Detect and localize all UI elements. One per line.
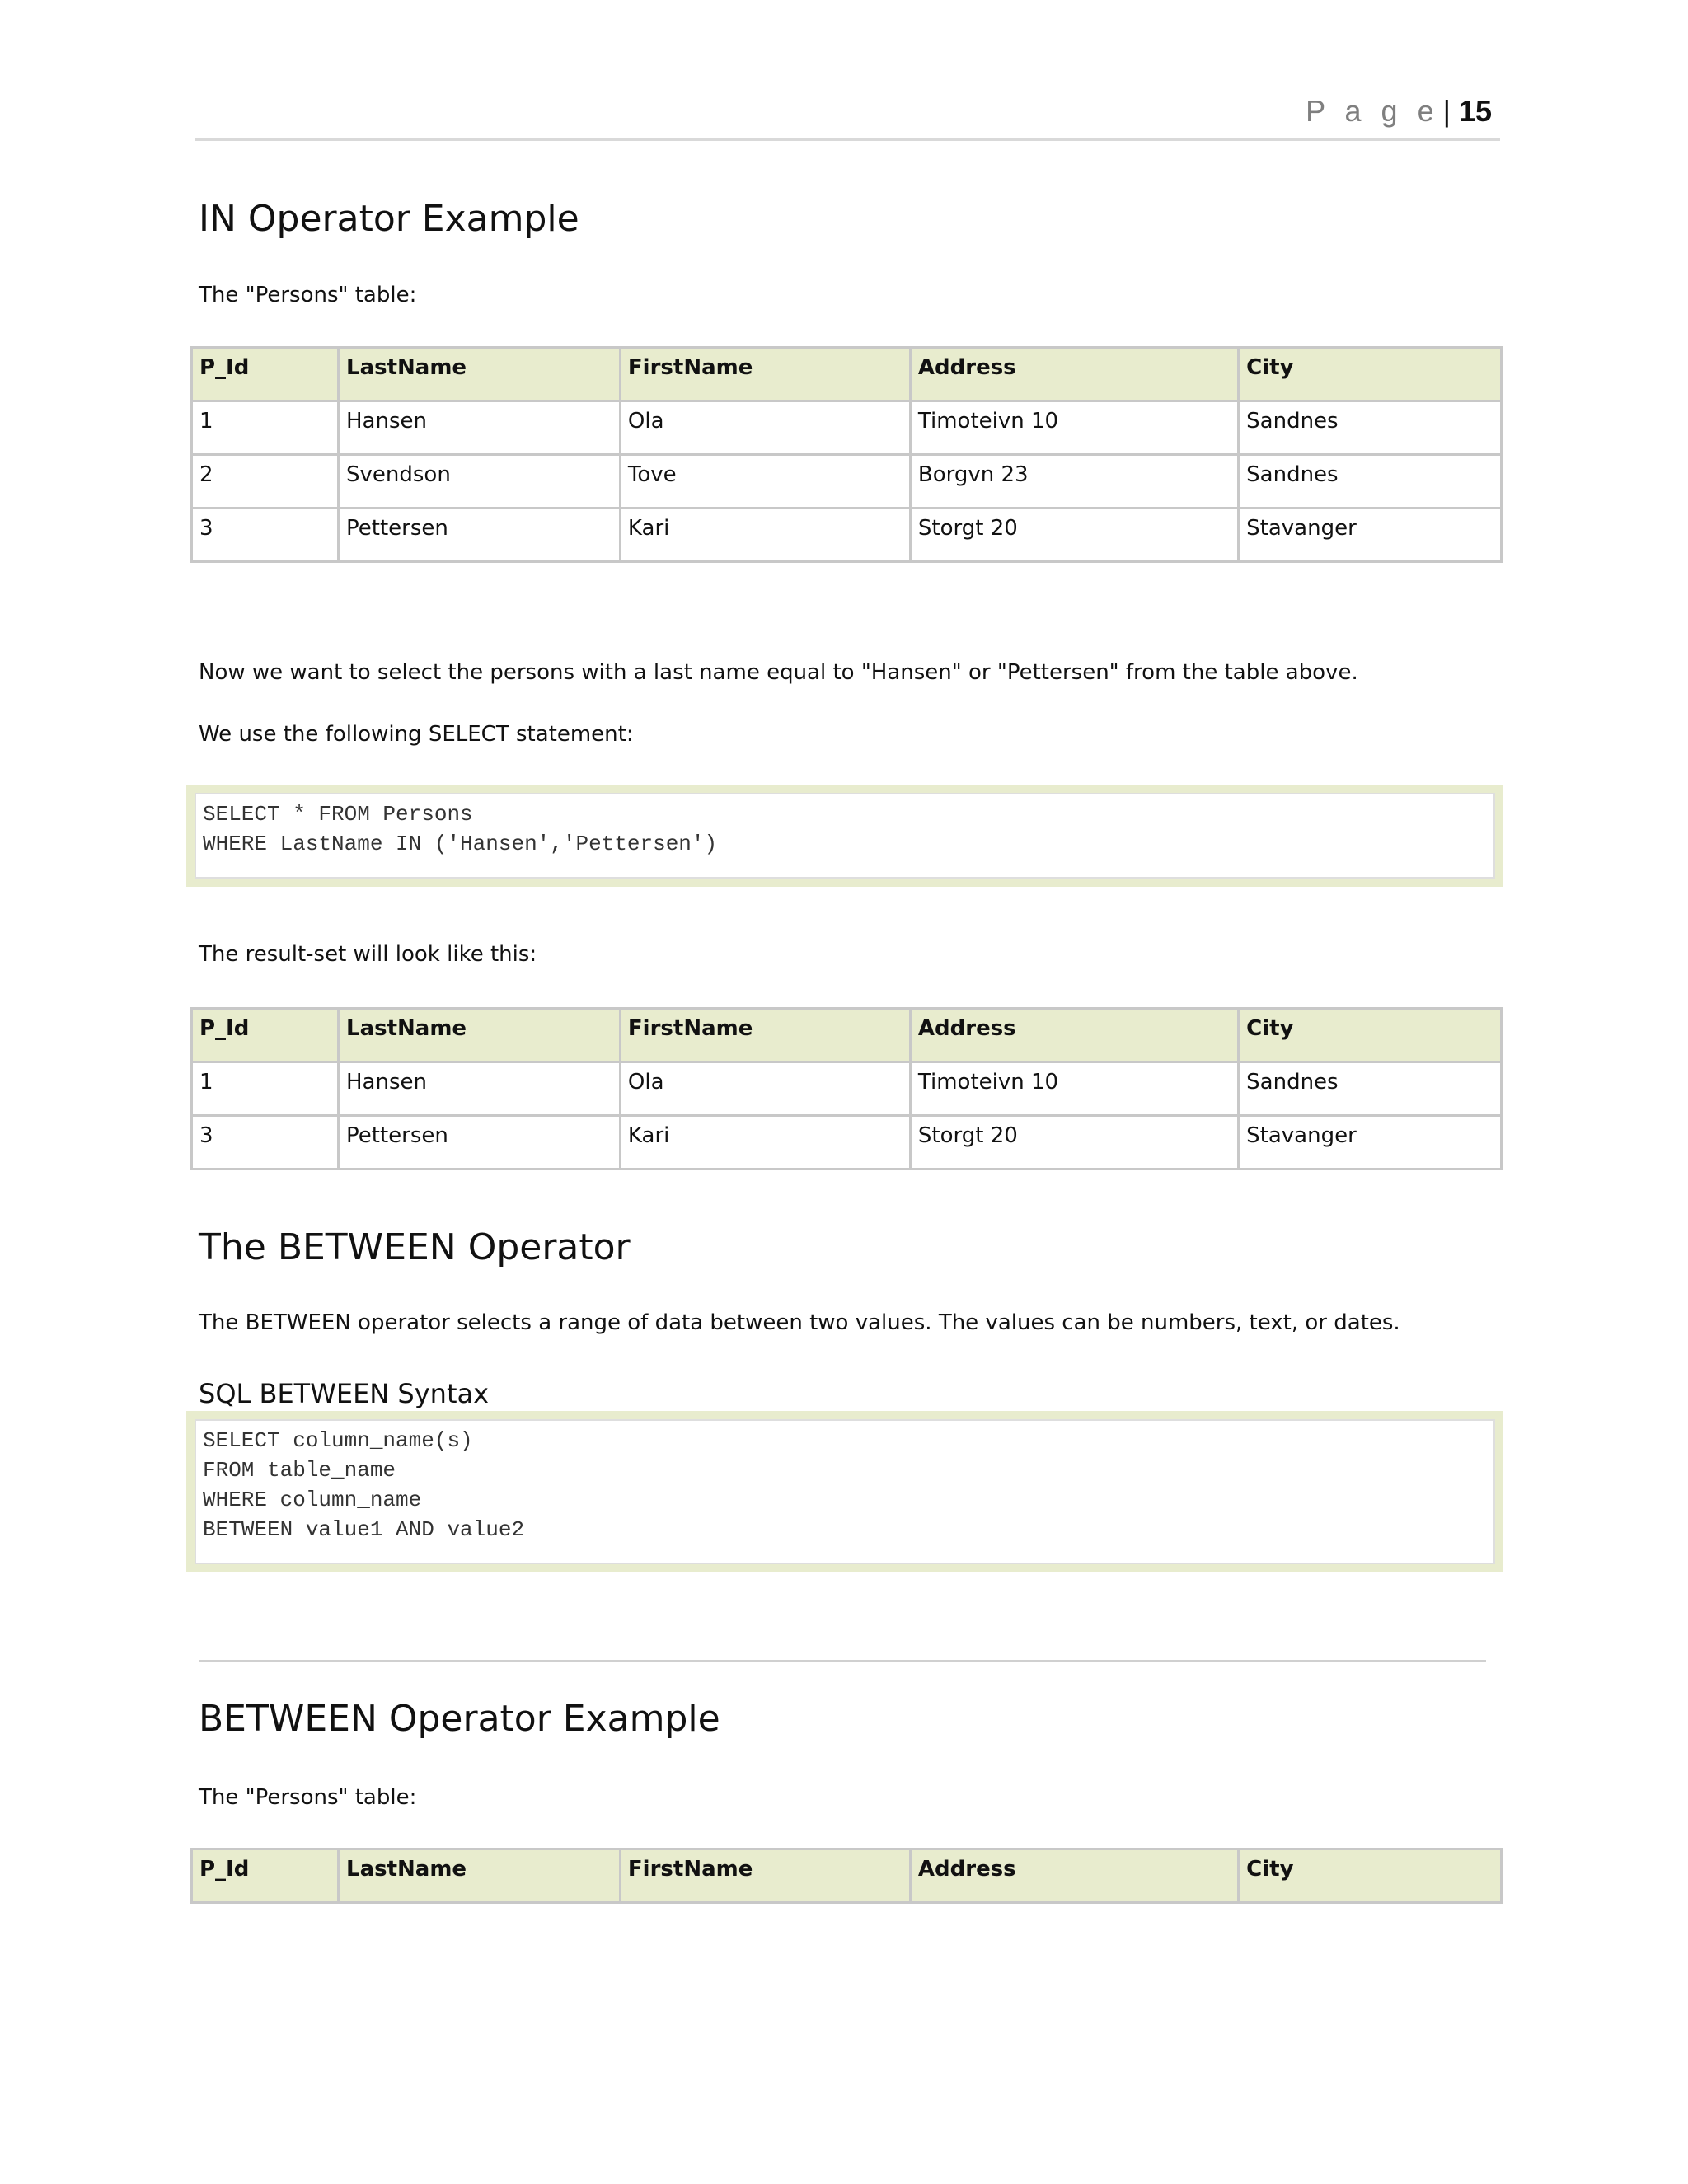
table-cell: Kari	[620, 509, 910, 562]
column-header: City	[1239, 1009, 1502, 1062]
table-row	[192, 455, 1502, 509]
table-cell: Tove	[620, 455, 910, 509]
table-cell: 1	[192, 1062, 339, 1116]
between-persons-table	[190, 1848, 1503, 1904]
in-example-title: IN Operator Example	[199, 198, 579, 240]
table-cell: Ola	[620, 1062, 910, 1116]
table-row	[192, 401, 1502, 455]
page-number-label	[1306, 94, 1492, 129]
table-cell: Timoteivn 10	[910, 1062, 1238, 1116]
table-cell: Hansen	[339, 1062, 621, 1116]
page-number: 15	[1458, 94, 1492, 128]
persons-table	[190, 346, 1503, 563]
column-header: FirstName	[620, 1009, 910, 1062]
page-header	[195, 92, 1500, 141]
table-cell: Stavanger	[1239, 1116, 1502, 1169]
table-cell: Ola	[620, 401, 910, 455]
column-header: FirstName	[620, 348, 910, 401]
page-label: P a g e	[1306, 94, 1440, 128]
in-example-intro: The "Persons" table:	[199, 283, 417, 307]
column-header: Address	[910, 348, 1238, 401]
table-cell: Pettersen	[339, 1116, 621, 1169]
table-row	[192, 1116, 1502, 1169]
table-row	[192, 1062, 1502, 1116]
table-header-row	[192, 1849, 1502, 1903]
table-cell: Sandnes	[1239, 1062, 1502, 1116]
table-cell: Pettersen	[339, 509, 621, 562]
table-cell: 3	[192, 509, 339, 562]
column-header: Address	[910, 1849, 1238, 1903]
table-row	[192, 509, 1502, 562]
table-header-row	[192, 348, 1502, 401]
table-cell: Sandnes	[1239, 455, 1502, 509]
table-cell: 3	[192, 1116, 339, 1169]
result-intro: The result-set will look like this:	[199, 942, 537, 967]
table-cell: Storgt 20	[910, 1116, 1238, 1169]
in-code-block	[186, 785, 1503, 887]
column-header: LastName	[339, 1849, 621, 1903]
between-example-intro: The "Persons" table:	[199, 1785, 417, 1810]
column-header: P_Id	[192, 1849, 339, 1903]
in-example-description: Now we want to select the persons with a last name equal to "Hansen" or "Pettersen" from the table above.	[199, 660, 1358, 685]
column-header: City	[1239, 348, 1502, 401]
statement-intro: We use the following SELECT statement:	[199, 722, 634, 747]
table-cell: Timoteivn 10	[910, 401, 1238, 455]
table-cell: Borgvn 23	[910, 455, 1238, 509]
between-title: The BETWEEN Operator	[199, 1226, 631, 1268]
table-cell: Stavanger	[1239, 509, 1502, 562]
between-description: The BETWEEN operator selects a range of data between two values. The values can be numbers, text, or dates.	[199, 1310, 1400, 1335]
table-cell: Hansen	[339, 401, 621, 455]
result-table	[190, 1007, 1503, 1170]
between-syntax-code: SELECT column_name(s) FROM table_name WHERE column_name BETWEEN value1 AND value2	[195, 1419, 1495, 1564]
column-header: FirstName	[620, 1849, 910, 1903]
column-header: LastName	[339, 348, 621, 401]
in-code: SELECT * FROM Persons WHERE LastName IN ('Hansen','Pettersen')	[195, 793, 1495, 879]
table-cell: Kari	[620, 1116, 910, 1169]
section-divider	[199, 1660, 1486, 1662]
table-cell: Storgt 20	[910, 509, 1238, 562]
between-syntax-block	[186, 1411, 1503, 1572]
column-header: LastName	[339, 1009, 621, 1062]
table-cell: 1	[192, 401, 339, 455]
column-header: P_Id	[192, 348, 339, 401]
table-cell: 2	[192, 455, 339, 509]
table-cell: Sandnes	[1239, 401, 1502, 455]
page-separator: |	[1442, 94, 1451, 128]
column-header: P_Id	[192, 1009, 339, 1062]
table-cell: Svendson	[339, 455, 621, 509]
column-header: Address	[910, 1009, 1238, 1062]
between-syntax-title: SQL BETWEEN Syntax	[199, 1378, 490, 1409]
table-header-row	[192, 1009, 1502, 1062]
column-header: City	[1239, 1849, 1502, 1903]
between-example-title: BETWEEN Operator Example	[199, 1698, 720, 1740]
